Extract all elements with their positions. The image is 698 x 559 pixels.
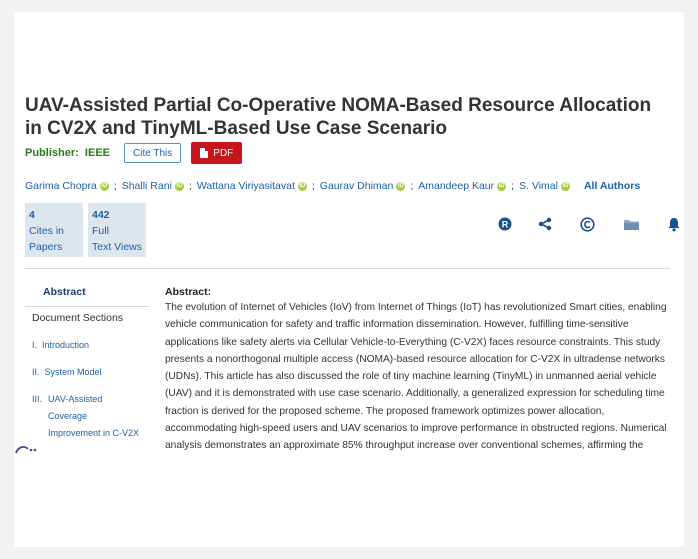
pdf-button[interactable] — [191, 142, 242, 164]
author-separator: ; — [511, 180, 515, 192]
orcid-icon[interactable]: iD — [176, 183, 183, 189]
orcid-icon[interactable]: iD — [299, 183, 306, 189]
sidebar-divider — [25, 306, 149, 307]
all-authors-link[interactable]: All Authors — [583, 180, 641, 192]
metric-value: 4 — [29, 209, 35, 221]
partial-logo-icon — [14, 437, 40, 462]
author-name: Amandeep Kaur — [418, 180, 495, 192]
orcid-icon[interactable]: iD — [397, 183, 404, 189]
alert-bell-icon[interactable] — [666, 216, 682, 232]
author-link[interactable] — [197, 180, 307, 192]
svg-text:R: R — [501, 219, 509, 230]
cites-in-papers-metric[interactable] — [25, 203, 83, 257]
metric-label-line: Full — [92, 225, 109, 237]
pdf-file-icon — [200, 148, 208, 158]
author-name: S. Vimal — [519, 180, 558, 192]
orcid-icon[interactable]: iD — [101, 183, 108, 189]
author-link[interactable] — [25, 180, 109, 192]
author-link[interactable] — [519, 180, 570, 192]
author-link[interactable] — [122, 180, 184, 192]
share-icon[interactable] — [537, 216, 553, 232]
section-link-uav-assisted[interactable]: III. UAV-Assisted Coverage Improvement in C-V2X — [32, 394, 140, 438]
section-link-introduction[interactable]: I. Introduction — [32, 340, 90, 350]
orcid-icon[interactable]: iD — [562, 183, 569, 189]
divider — [25, 268, 670, 269]
folder-icon[interactable] — [622, 216, 640, 232]
cite-this-button[interactable]: Cite This — [124, 143, 181, 163]
author-link[interactable] — [418, 180, 506, 192]
document-sections-heading: Document Sections — [32, 312, 124, 324]
pdf-label: PDF — [213, 147, 234, 159]
metric-label-line: Cites in — [29, 225, 65, 237]
publisher-row — [25, 142, 242, 164]
author-separator: ; — [311, 180, 315, 192]
orcid-icon[interactable]: iD — [498, 183, 505, 189]
author-separator: ; — [188, 180, 192, 192]
metric-value: 442 — [92, 209, 110, 221]
author-name: Garima Chopra — [25, 180, 97, 192]
full-text-views-metric[interactable] — [88, 203, 146, 257]
abstract-label: Abstract: — [165, 286, 212, 298]
abstract-text: The evolution of Internet of Vehicles (IoV) from Internet of Things (IoT) has revolutionized Smart cities, enabling vehicle communication for safety and traffic information dissemination. However, fulfilling time-sensitive applications like safety alerts via Cellular Vehicle-to-Everything (C-V2X) faces resource constraints. This study presents a nonorthogonal multiple access (NOMA)-based resource allocation for C-V2X in ultradense networks (UDNs). This article has also discussed the role of tiny machine learning (TinyML) in unmanned aerial vehicle (UAV) and it is demonstrated with use case scenario. Additionally, a generalized expression for scheduling time fraction is derived for the proposed scheme. The proposed framework optimizes power allocation, accommodating high-speed users and UAV scenarios to improve performance in obstructed regions. Numerical analysis demonstrates an approximate 85% throughput increase over conventional schemes, affirming the — [165, 302, 667, 452]
metric-label-line: Papers — [29, 241, 63, 253]
copyright-icon[interactable] — [579, 216, 595, 232]
author-separator: ; — [410, 180, 414, 192]
author-list — [25, 180, 640, 192]
author-separator: ; — [113, 180, 117, 192]
section-link-system-model[interactable]: II. System Model — [32, 367, 102, 377]
rights-icon[interactable] — [497, 216, 513, 232]
article-page — [14, 12, 684, 547]
sidebar-abstract-link[interactable]: Abstract — [43, 286, 86, 298]
metric-label-line: Text Views — [92, 241, 142, 253]
author-link[interactable] — [320, 180, 406, 192]
author-name: Shalli Rani — [121, 180, 172, 192]
author-name: Gaurav Dhiman — [319, 180, 394, 192]
author-name: Wattana Viriyasitavat — [196, 180, 295, 192]
article-title: UAV-Assisted Partial Co-Operative NOMA-Based Resource Allocation in CV2X and TinyML-Based Use Case Scenario — [25, 95, 652, 139]
publisher-label: Publisher: IEEE — [25, 147, 110, 159]
